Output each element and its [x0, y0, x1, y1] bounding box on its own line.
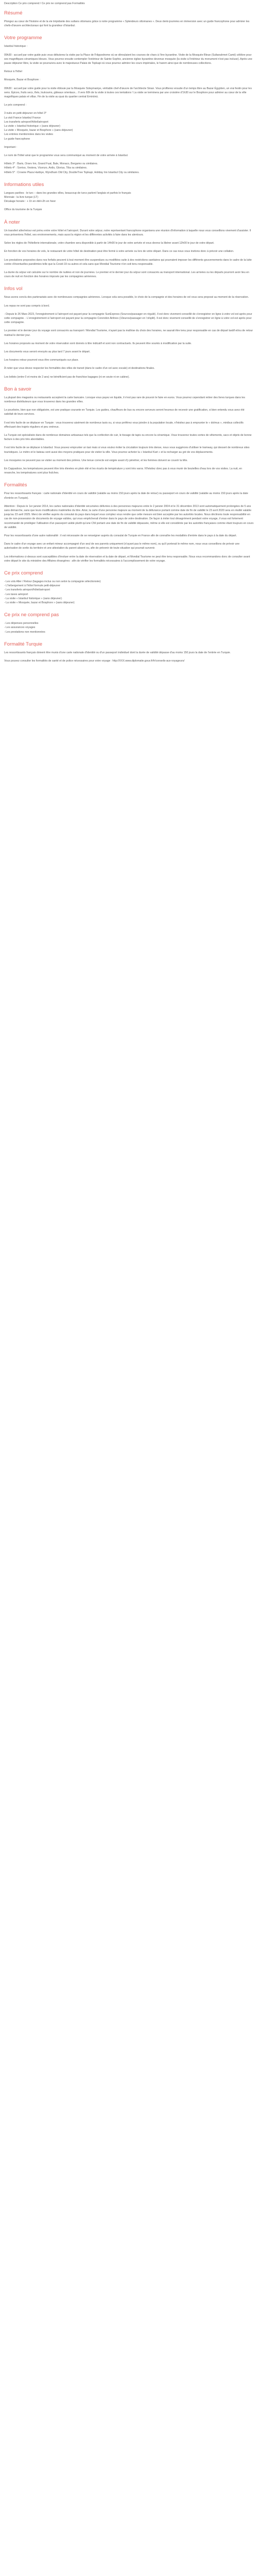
formalites-paragraph: Attention : Depuis le 1er janvier 2014, les cartes nationales d'identité sécurisées délivrées à des personnes majeures entre le 2 janvier 2004 et le 31 décembre 2013 sont automatiquement prolongées de 5 ans sans démarche, sans que leurs modifications matérielles du titre. Ainsi, la carte d'une personne majeure au moment de la délivrance portant comme date de fin de validité le 23 avril 2020 sera en réalité valable jusqu'au 23 avril 2025. Merci de vérifier auprès du consulat du pays dans lequel vous comptez vous rendre que cette mesure est bien acceptée par les autorités locales. Nous déclinons toute responsabilité en cas de non-possession de documents de voyage valides, qui vous empêcherait d'entrer dans le pays de votre destination. De façon à éviter tout désagrément pendant votre voyage, il vous est fortement recommandé de privilégier l'utilisation d'un passeport valide plutôt qu'une CNI portant une date de fin de validité dépassée, même si elle est considérée par les autorités françaises comme étant toujours en cours de validité. — [4, 504, 254, 529]
breadcrumb[interactable]: Description Ce prix comprend / Ce prix ne comprend pas Formalités — [4, 2, 85, 5]
a-noter-paragraph: Les prestations proposées dans nos forfaits peuvent à tout moment être suspendues ou modifiées suite à des restrictions sanitaires qui pourraient imposer les différents gouvernements dans le cadre de la lutte contre d'éventuelles pandémies telle que la Covid-19 ou autres et cela sans que Mondial Tourisme n'en soit tenu responsable. — [4, 258, 252, 266]
formalites-paragraph: Pour les ressortissants d'une autre nationalité : il est nécessaire de se renseigner auprès du consulat de Turquie en France afin de connaître les modalités d'entrée dans le pays à la date du départ. — [4, 534, 237, 538]
list-item: - Les transferts aéroport/hôtel/aéroport — [4, 588, 50, 592]
programme-line: Important : — [4, 145, 17, 149]
section-resume — [4, 10, 254, 28]
programme-line: Retour à l'hôtel — [4, 70, 22, 74]
tourism-office-link[interactable]: Office du tourisme de la Turquie — [4, 208, 42, 212]
section-infos-vol — [4, 286, 254, 379]
section-prix-comprend — [4, 570, 254, 605]
bon-a-savoir-paragraph: Il est très facile de se déplacer en Turquie : vous trouverez aisément de nombreux taxis ou, si vous préférez vous joindre à la population locale, n'hésitez pas à emprunter le « dolmus », minibus collectifs effectuant des trajets réguliers et peu onéreux. — [4, 421, 244, 429]
infos-vol-paragraph: Les documents vous seront envoyés au plus tard 7 jours avant le départ. — [4, 350, 90, 353]
list-item: - L'hébergement à l'hôtel formule petit-déjeuner — [4, 584, 60, 588]
prix-comprend-list — [4, 580, 254, 605]
programme-line: 3 nuits en petit-déjeuner en hôtel 3* — [4, 112, 46, 115]
programme-included-list — [4, 111, 254, 141]
resume-paragraph: Plongez au cœur de l'histoire et de la vie trépidante des sultans ottomans grâce à notre programme « Splendeurs ottomanes ». Deux demi-journées en immersion avec un guide francophone pour admirer les chefs-d'œuvre architecturaux qui font la grandeur d'Istanbul. — [4, 20, 250, 28]
bon-a-savoir-paragraph: La Turquie est spécialisée dans de nombreux domaines artisanaux tels que la confection de cuir, le tissage de tapis ou encore la céramique. Vous trouverez toutes sortes de vêtements, sacs et objets de bonne facture à des prix très abordables. — [4, 433, 252, 442]
a-noter-paragraph: Un transfert aller/retour est prévu entre votre hôtel et l'aéroport. Durant votre séjour, notre représentant francophone organisera une réunion d'information à laquelle nous vous conseillons vivement d'assister. Il vous présentera l'hôtel, ses environnements, mais aussi la région et les différentes activités à faire dans les alentours. — [4, 229, 251, 236]
programme-line: Les transferts aéroport/hôtel/aéroport — [4, 120, 49, 124]
programme-line: Hôtels 4* : Sorriso, Vestera, Vicenzo, Ardis, Glorius, Tilia ou similaires. — [4, 166, 88, 170]
list-item: - La visite « Istanbul historique » (sans déjeuner) — [4, 597, 62, 600]
formalites-paragraph: Les informations ci-dessus sont susceptibles d'évoluer entre la date de réservation et la date de départ, et Mondial Tourisme ne peut être tenu responsable. Nous vous recommandons donc de consulter avant votre départ le site du ministère des Affaires étrangères : afin de vérifier les formalités nécessaires à l'accomplissement de votre voyage. — [4, 555, 250, 563]
infos-vol-paragraph: Les horaires retour pourront vous être communiqués sur place. — [4, 359, 79, 362]
section-programme — [4, 35, 254, 174]
programme-line: Hôtels 5* : Crowne Plaza Harbiye, Wyndham Old City, DoubleTree Topkapi, Holiday Inn Istanbul City ou similaires. — [4, 171, 140, 174]
prix-ne-comprend-list — [4, 621, 254, 634]
section-heading-resume: Résumé — [4, 10, 23, 16]
section-heading-prix-ne-comprend: Ce prix ne comprend pas — [4, 612, 59, 618]
section-heading-bon-a-savoir: Bon à savoir — [4, 386, 31, 392]
a-noter-paragraph: Selon les règles de l'hôtellerie internationale, votre chambre sera disponible à partir de 14h00 le jour de votre arrivée et vous devrez la libérer avant 12h00 le jour de votre départ. — [4, 242, 215, 245]
section-heading-infos-utiles: Informations utiles — [4, 181, 44, 188]
programme-line: Les entrées mentionnées dans les visites — [4, 133, 53, 137]
formalite-turquie-link-paragraph[interactable]: Vous pouvez consulter les formalités de santé et de police nécessaires pour votre voyage : http://XXX.www.diplomatie.gouv.fr/fr/conseils-aux-voyageurs/ — [4, 659, 185, 663]
list-item: - La visite « Mosquée, bazar et Bosphore » (sans déjeuner) — [4, 601, 75, 605]
infos-vol-paragraph: Les horaires proposés au moment de votre réservation sont donnés à titre indicatif et sont non contractuels. Ils peuvent être soumis à modification par la suite. — [4, 342, 192, 345]
infos-vol-paragraph: Nous avons conclu des partenariats avec de nombreuses compagnies aériennes. Lorsque cela sera possible, le choix de la compagnie et des horaires de vol vous sera proposé au moment de la réservation. — [4, 296, 249, 299]
section-heading-infos-vol: Infos vol — [4, 286, 23, 292]
bon-a-savoir-paragraph: La plupart des magasins ou restaurants acceptent la carte bancaire. Lorsque vous payez en liquide, il n'est pas rare de pouvoir le faire en euros. Vous pourrez cependant retirer des livres turques dans les nombreux distributeurs que vous trouverez dans les grandes villes. — [4, 396, 245, 403]
formalites-paragraph: Dans le cadre d'un voyage avec un enfant mineur accompagné d'un seul de ses parents uniquement (n'ayant pas le même nom), ou qu'il porterait le même nom, nous vous conseillons de prévoir une autorisation de sortie du territoire et une attestation du parent absent ou, afin de prévenir de toute situation qui pourrait survenir. — [4, 543, 240, 550]
list-item: - Les vols Aller / Retour (bagages inclus ou non selon la compagnie sélectionnée) — [4, 580, 101, 584]
programme-line: Hôtels 3* : Baris, Orsev Inn, Grand Fuat, Bale, Monaco, Bergamo ou similaires. — [4, 162, 98, 166]
programme-block — [4, 44, 254, 48]
section-heading-programme: Votre programme — [4, 35, 42, 41]
list-item: - Les assurances voyages — [4, 626, 36, 630]
programme-line: La visite « Istanbul historique » (sans déjeuner) — [4, 125, 60, 128]
infos-vol-paragraph: À noter que vous devez respecter les formalités des villes de transit (dans le cadre d'un vol avec escale) et destinations finales. — [4, 367, 155, 370]
section-formalite-turquie — [4, 641, 254, 663]
section-heading-formalites: Formalités — [4, 482, 27, 488]
programme-line: Mosquée, Bazar et Bosphore : — [4, 78, 41, 82]
page — [0, 0, 258, 675]
section-heading-a-noter: À noter — [4, 219, 20, 225]
section-formalites — [4, 482, 254, 563]
programme-line: La visite « Mosquée, bazar et Bosphore » (sans déjeuner) — [4, 129, 73, 132]
infos-utiles-line: Décalage horaire : + 1h en été/+2h en hiver — [4, 200, 56, 204]
section-prix-ne-comprend — [4, 612, 254, 634]
infos-vol-paragraph: Les repas ne sont pas compris à bord. — [4, 304, 50, 308]
a-noter-paragraph: La durée du séjour est calculée sur le nombre de nuitées et non de journées. Le premier et le dernier jour du séjour sont consacrés au transport international. Les arrivées ou les départs pourront avoir lieu en cours de nuit en fonction des horaires imposés par les compagnies aériennes. — [4, 270, 249, 279]
infos-vol-paragraph: Les bébés (entre 0 et moins de 2 ans) ne bénéficient pas de franchise bagages (ni en soute ni en cabine). — [4, 375, 130, 379]
programme-line: Le prix comprend : — [4, 104, 26, 107]
infos-vol-paragraph: - Depuis le 26 Mars 2023, l'enregistrement à l'aéroport est payant pour la compagnie SunExpress (Sources/passager en régulé). Il est donc vivement conseillé de s'enregistrer en ligne à votre vol est après pour cette compagnie. - L'enregistrement à l'aéroport est payant pour la compagnie Corendon Airlines (10euros/passager en 'ct/split). Il est donc vivement conseillé de s'enregistrer en ligne à votre vol est après pour cette compagnie. — [4, 312, 252, 325]
bon-a-savoir-paragraph: Les mosquées ne peuvent pas se visiter au moment des prières. Une tenue correcte est exigée avant d'y pénétrer, et les femmes doivent se couvrir la tête. — [4, 459, 188, 462]
section-heading-prix-comprend: Ce prix comprend — [4, 570, 43, 577]
bon-a-savoir-paragraph: Le pourboire, bien que non obligatoire, est une pratique courante en Turquie. Les guides, chauffeurs de bus ou encore serveurs seront heureux de recevoir une gratification, si bien entendu vous avez été satisfait de leurs services. — [4, 409, 245, 416]
infos-utiles-line: Monnaie : la livre turque (LT) — [4, 196, 38, 199]
list-item: - Les prestations non mentionnées — [4, 630, 45, 634]
bon-a-savoir-paragraph: Il est très facile de se déplacer à Istanbul. Vous pouvez emprunter un taxi mais si vous voulez éviter la circulation toujours très dense, nous vous suggérons d'utiliser le tramway, qui dessert de nombreux sites touristiques. Le métro et le bateau sont aussi des moyens pratiques pour de visiter la ville. Vous pourrez acheter la « Istanbul Kart » et la recharger au gré de vos déplacements. — [4, 446, 250, 454]
formalites-paragraph: Pour les ressortissants français : carte nationale d'identité en cours de validité (valable au moins 150 jours après la date de retour) ou passeport en cours de validité (valable au moins 150 jours après la date d'entrée en Turquie). — [4, 492, 248, 500]
bon-a-savoir-paragraph: En Cappadoce, les températures peuvent être très élevées en plein été et les écarts de température y sont très varos. N'hésitez donc pas à vous munir de bouteilles d'eau lors de vos visites. La nuit, en revanche, les températures sont plus fraîches. — [4, 467, 243, 475]
list-item: - Les dépenses personnelles — [4, 622, 39, 625]
programme-line: 09h30 : accueil par votre guide pour la visite éblouie par la Mosquée Süleymaniye, véritable chef-d'œuvre de l'architecte Sinan. Vous profiterez ensuite d'un temps libre au Bazar Égyptien, un vrai festin pour les sens. Épices, fruits secs, thés, loukoums, gâteaux orientaux... Il vers 60h de la visite à toutes ces tentations ! La visite se terminera par une croisière d'1h30 sur le Bosphore pour admirer au cœur de la ville magnifiques palais et villas. Fin de la visite au quai du quartier central Eminönü. — [4, 87, 252, 99]
infos-vol-paragraph: Le premier et le dernier jour du voyage sont consacrés au transport / Mondial Tourisme, n'ayant pas la maîtrise du choix des horaires, ne saurait être tenu pour responsable en cas de départ tardif et/ou de retour matinal le dernier jour. — [4, 329, 253, 337]
programme-line: 09h30 : accueil par votre guide puis vous débuterez la visite par la Place de l'Hippodrome où se déroulaient les courses de chars à l'ère byzantine. Visite de la Mosquée Bleue (Sultanahmet Camii) célèbre pour ses magnifiques céramiques bleues. Vous pourrez ensuite contempler l'extérieur de Sainte-Sophie, ancienne église byzantine devenue mosquée (la visite à l'intérieur du monument n'est pas incluse). Après une pause déjeuner libre, la visite se poursuivra avec le majestueux Palais de Topkapi où vous pourrez admirer les cours impériales, le harem ainsi que de nombreuses collections. — [4, 53, 252, 65]
programme-hotels-list — [4, 162, 254, 175]
programme-line: Le nom de l'hôtel ainsi que le programme vous sera communiqué au moment de votre arrivée à Istanbul. — [4, 154, 128, 158]
infos-utiles-line: Langues parlées : le turc – dans les grandes villes, beaucoup de turcs parlent l'anglais et parfois le français — [4, 191, 131, 195]
section-heading-formalite-turquie: Formalité Turquie — [4, 641, 42, 647]
programme-line: La visit France Istanbul France — [4, 116, 41, 120]
formalite-turquie-paragraph: Les ressortissants français doivent être munis d'une carte nationale d'identité ou d'un passeport individuel dont la durée de validité dépasse d'au moins 150 jours la date de l'entrée en Turquie. — [4, 651, 231, 654]
list-item: - Les taxes aéroport — [4, 592, 28, 596]
programme-line: Le guide francophone — [4, 137, 30, 141]
infos-utiles-list — [4, 191, 254, 204]
section-a-noter — [4, 219, 254, 279]
section-infos-utiles — [4, 182, 254, 212]
a-noter-paragraph: En fonction de vos horaires de vols, le restaurant de votre hôtel de destination peut être fermé à votre arrivée ou lors de votre départ. Dans ce cas nous vous invitons donc à prévoir une collation. — [4, 250, 234, 253]
programme-line: Istanbul historique : — [4, 45, 27, 48]
section-bon-a-savoir — [4, 386, 254, 476]
